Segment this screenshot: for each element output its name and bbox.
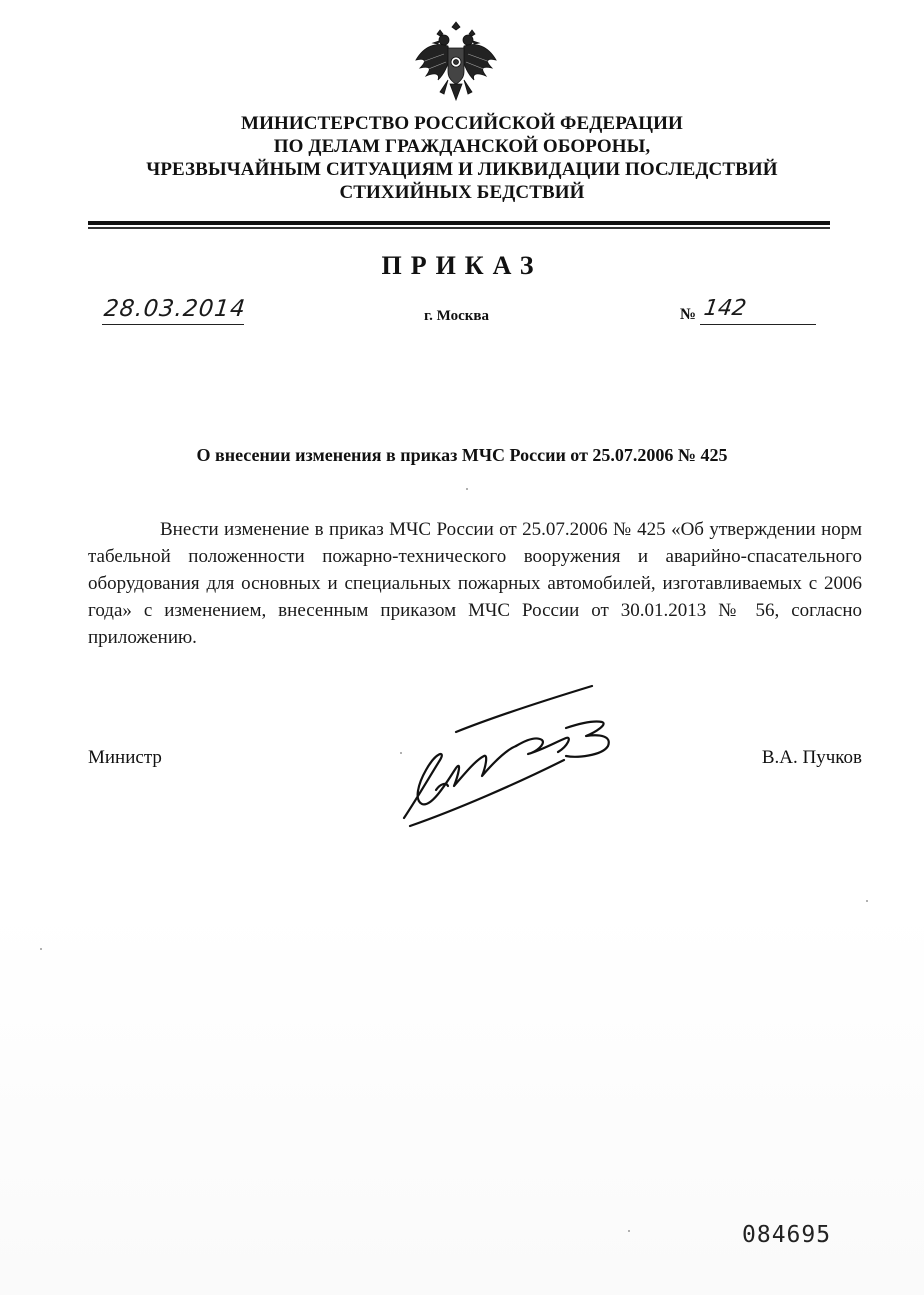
number-underline <box>700 324 816 325</box>
scan-speck <box>400 752 402 754</box>
number-sign: № <box>680 306 697 323</box>
signatory-name: В.А. Пучков <box>761 747 862 768</box>
ministry-line: ПО ДЕЛАМ ГРАЖДАНСКОЙ ОБОРОНЫ, <box>273 136 651 157</box>
scan-speck <box>466 488 468 490</box>
document-body: Внести изменение в приказ МЧС России от 25.07.2006 № 425 «Об утверждении норм табельной положенности пожарно-технического вооружения и аварийно-спасательного оборудования для основных и специальных пожарных автомобилей, изготавливаемых с 2006 года» с изменением, внесенным приказом МЧС России от 30.01.2013 № 56, согласно приложению. <box>88 519 862 648</box>
document-title: ПРИКАЗ <box>381 251 543 280</box>
scan-speck <box>40 948 42 950</box>
serial-number: 084695 <box>742 1222 832 1248</box>
document-number: 142 <box>702 296 748 321</box>
ministry-line: СТИХИЙНЫХ БЕДСТВИЙ <box>339 182 585 203</box>
coat-of-arms-icon <box>410 20 502 106</box>
document-subject: О внесении изменения в приказ МЧС России от 25.07.2006 № 425 <box>196 445 728 465</box>
ministry-line: ЧРЕЗВЫЧАЙНЫМ СИТУАЦИЯМ И ЛИКВИДАЦИИ ПОСЛЕДСТВИЙ <box>146 159 778 180</box>
header-divider-thick <box>88 221 830 225</box>
handwritten-signature <box>396 680 626 830</box>
signatory-role: Министр <box>88 747 162 768</box>
ministry-name <box>0 112 924 204</box>
scan-speck <box>866 900 868 902</box>
header-divider-thin <box>88 227 830 229</box>
scan-speck <box>628 1230 630 1232</box>
date-underline <box>102 324 244 325</box>
document-city: г. Москва <box>424 308 489 324</box>
document-date: 28.03.2014 <box>102 296 248 322</box>
ministry-line: МИНИСТЕРСТВО РОССИЙСКОЙ ФЕДЕРАЦИИ <box>241 113 683 134</box>
